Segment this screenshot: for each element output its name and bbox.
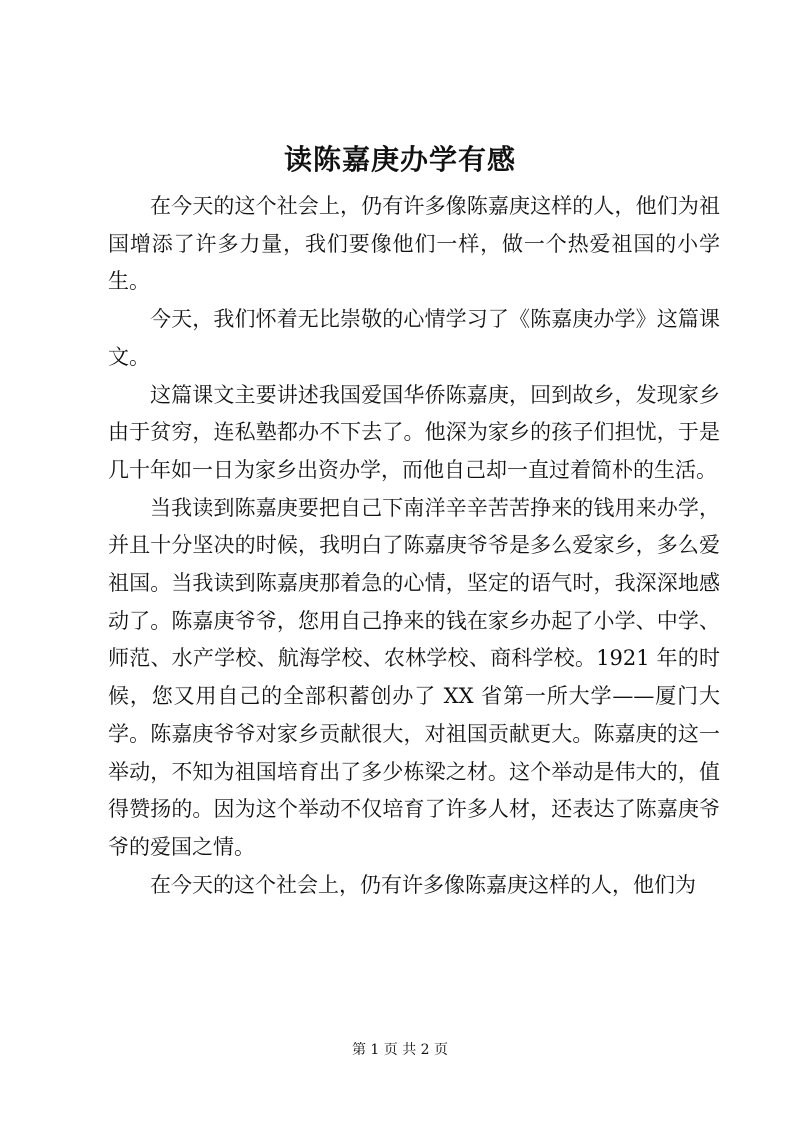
paragraph-5: 在今天的这个社会上，仍有许多像陈嘉庚这样的人，他们为: [150, 872, 696, 897]
page-number-footer: 第 1 页 共 2 页: [351, 1042, 449, 1058]
document-title: 读陈嘉庚办学有感: [283, 143, 516, 176]
paragraph-2: 今天，我们怀着无比崇敬的心情学习了《陈嘉庚办学》这篇课文。: [108, 307, 720, 369]
paragraph-3: 这篇课文主要讲述我国爱国华侨陈嘉庚，回到故乡，发现家乡由于贫穷，连私塾都办不下去了。他深为家乡的孩子们担忧，于是几十年如一日为家乡出资办学，而他自己却一直过着简朴的生活。: [108, 382, 720, 482]
document-body: [108, 188, 720, 904]
paragraph-1: 在今天的这个社会上，仍有许多像陈嘉庚这样的人，他们为祖国增添了许多力量，我们要像他们一样，做一个热爱祖国的小学生。: [108, 194, 720, 294]
paragraph-4: 当我读到陈嘉庚要把自己下南洋辛辛苦苦挣来的钱用来办学，并且十分坚决的时候，我明白了陈嘉庚爷爷是多么爱家乡，多么爱祖国。当我读到陈嘉庚那着急的心情，坚定的语气时，我深深地感动了。陈嘉庚爷爷，您用自己挣来的钱在家乡办起了小学、中学、师范、水产学校、航海学校、农林学校、商科学校。1921 年的时候，您又用自己的全部积蓄创办了 XX 省第一所大学——厦门大学。陈嘉庚爷爷对家乡贡献很大，对祖国贡献更大。陈嘉庚的这一举动，不知为祖国培育出了多少栋梁之材。这个举动是伟大的，值得赞扬的。因为这个举动不仅培育了许多人材，还表达了陈嘉庚爷爷的爱国之情。: [108, 495, 720, 859]
